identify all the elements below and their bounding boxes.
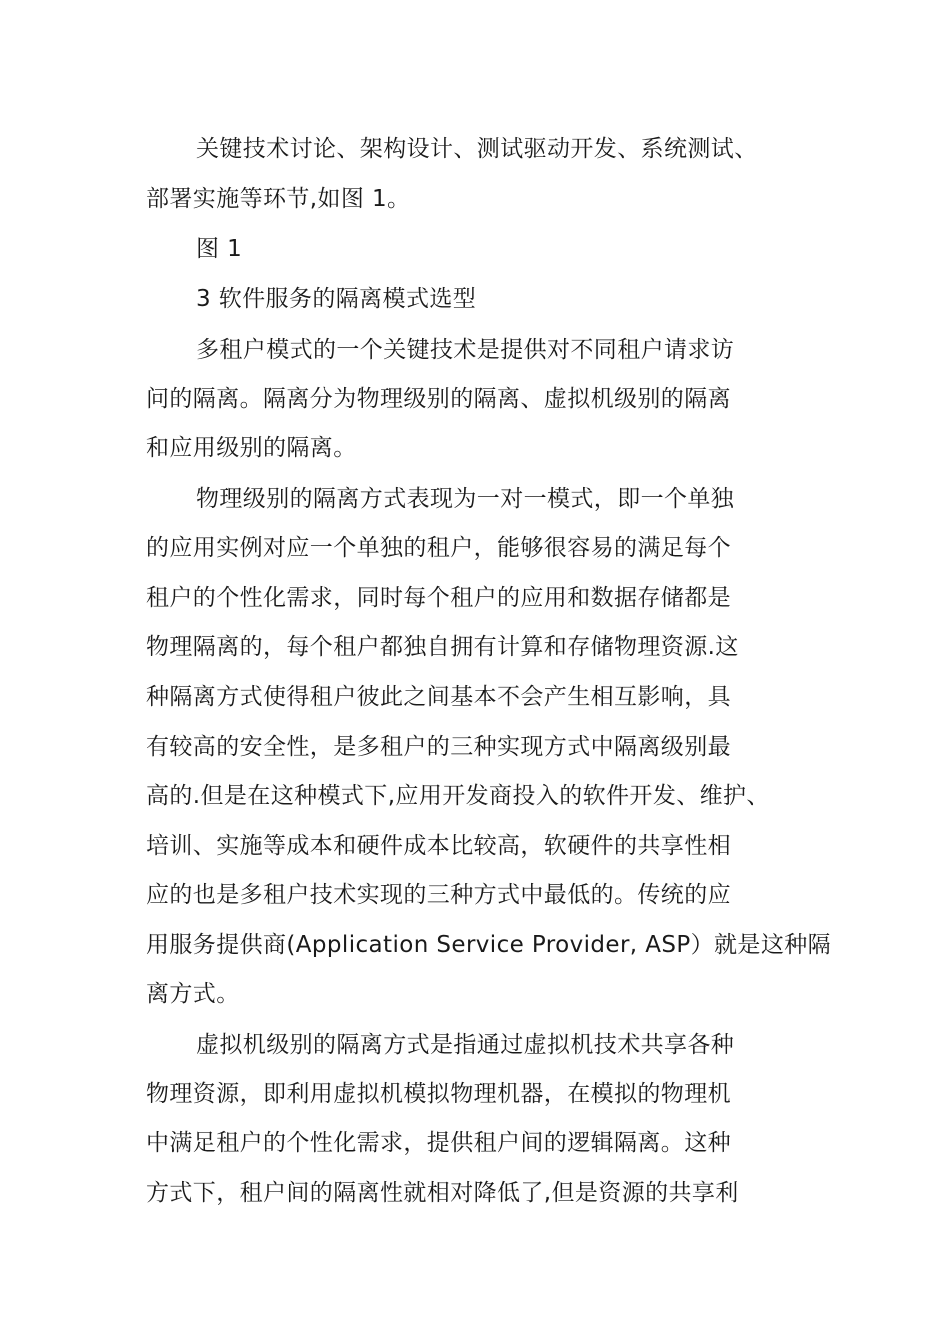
text-line: 关键技术讨论、架构设计、测试驱动开发、系统测试、 xyxy=(196,136,758,162)
text-line: 的应用实例对应一个单独的租户，能够很容易的满足每个 xyxy=(146,535,731,561)
text-line: 问的隔离。隔离分为物理级别的隔离、虚拟机级别的隔离 xyxy=(146,386,731,412)
text-line: 用服务提供商(Application Service Provider, ASP）就是这种隔 xyxy=(146,932,832,958)
text-line: 应的也是多租户技术实现的三种方式中最低的。传统的应 xyxy=(146,882,731,908)
text-line: 有较高的安全性，是多租户的三种实现方式中隔离级别最 xyxy=(146,734,731,760)
text-line: 离方式。 xyxy=(146,981,240,1007)
text-line: 物理隔离的，每个租户都独自拥有计算和存储物理资源.这 xyxy=(146,634,739,660)
text-line: 多租户模式的一个关键技术是提供对不同租户请求访 xyxy=(196,337,735,363)
text-line: 和应用级别的隔离。 xyxy=(146,435,357,461)
text-line: 物理级别的隔离方式表现为一对一模式，即一个单独 xyxy=(196,486,735,512)
text-line: 高的.但是在这种模式下,应用开发商投入的软件开发、维护、 xyxy=(146,783,770,809)
section-heading: 3 软件服务的隔离模式选型 xyxy=(196,286,477,312)
text-line: 培训、实施等成本和硬件成本比较高，软硬件的共享性相 xyxy=(146,833,731,859)
text-line: 物理资源，即利用虚拟机模拟物理机器，在模拟的物理机 xyxy=(146,1081,731,1107)
text-line: 租户的个性化需求，同时每个租户的应用和数据存储都是 xyxy=(146,585,731,611)
text-line: 中满足租户的个性化需求，提供租户间的逻辑隔离。这种 xyxy=(146,1130,731,1156)
text-line: 虚拟机级别的隔离方式是指通过虚拟机技术共享各种 xyxy=(196,1032,735,1058)
text-line: 种隔离方式使得租户彼此之间基本不会产生相互影响，具 xyxy=(146,684,731,710)
text-line: 方式下，租户间的隔离性就相对降低了,但是资源的共享利 xyxy=(146,1180,739,1206)
figure-caption: 图 1 xyxy=(196,236,243,262)
text-line: 部署实施等环节,如图 1。 xyxy=(146,186,411,212)
